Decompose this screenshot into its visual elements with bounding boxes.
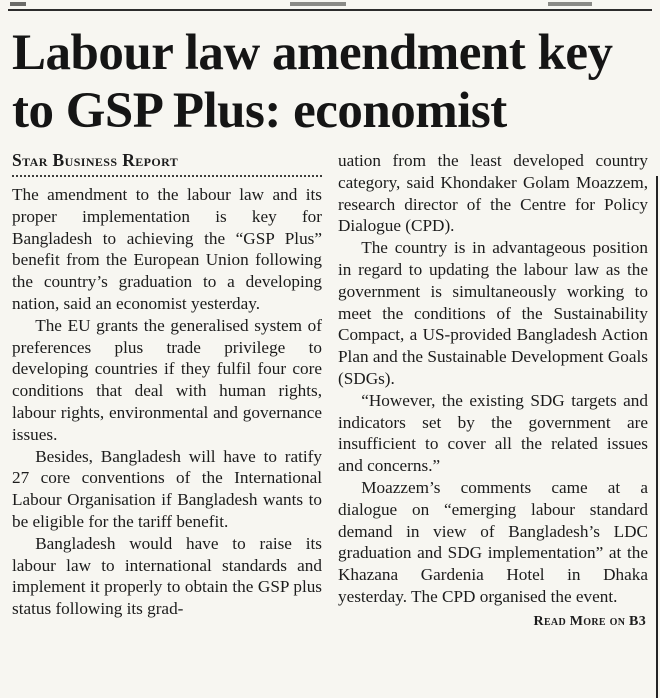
paragraph: uation from the least developed country category, said Khondaker Golam Moazzem, research director of the Centre for Policy Dialogue (CPD). — [338, 151, 648, 236]
article-body — [12, 150, 648, 633]
read-more-note: Read More on B3 — [533, 613, 646, 629]
dotted-divider — [12, 175, 322, 177]
cropped-text-fragment — [290, 2, 346, 6]
paragraph: Bangladesh would have to raise its labour law to international standards and implement it properly to obtain the GSP plus status following its grad- — [12, 533, 322, 619]
article-headline — [12, 24, 648, 140]
paragraph: The amendment to the labour law and its proper implementation is key for Bangladesh to achieving the “GSP Plus” benefit from the European Union following the country’s graduation to a developing nation, said an economist yesterday. — [12, 185, 322, 313]
cropped-text-fragment — [10, 2, 26, 6]
byline: Star Business Report — [12, 150, 179, 170]
paragraph: “However, the existing SDG targets and indicators set by the government are insufficient to cover all the related issues and concerns.” — [338, 390, 648, 476]
column-right — [338, 150, 648, 633]
paragraph: The EU grants the generalised system of preferences plus trade privilege to developing countries if they fulfil four core conditions that deal with human rights, labour rights, environmental and governance issues. — [12, 315, 322, 444]
cropped-page-header — [8, 0, 652, 11]
column-rule — [656, 176, 658, 698]
paragraph: The country is in advantageous position in regard to updating the labour law as the government is simultaneously working to meet the conditions of the Sustainability Compact, a US-provided Bangladesh Action Plan and the Sustainable Development Goals (SDGs). — [338, 238, 648, 388]
headline-line-1: Labour law amendment key — [12, 25, 613, 81]
paragraph: Besides, Bangladesh will have to ratify 27 core conventions of the International Labour Organisation if Bangladesh wants to be eligible for the tariff benefit. — [12, 446, 322, 531]
headline-line-2: to GSP Plus: economist — [12, 83, 507, 139]
paragraph: Moazzem’s comments came at a dialogue on “emerging labour standard demand in view of Bangladesh’s LDC graduation and SDG implementation” at the Khazana Gardenia Hotel in Dhaka yesterday. The CPD organised the event. — [338, 477, 648, 606]
cropped-text-fragment — [548, 2, 592, 6]
column-left — [12, 150, 322, 633]
